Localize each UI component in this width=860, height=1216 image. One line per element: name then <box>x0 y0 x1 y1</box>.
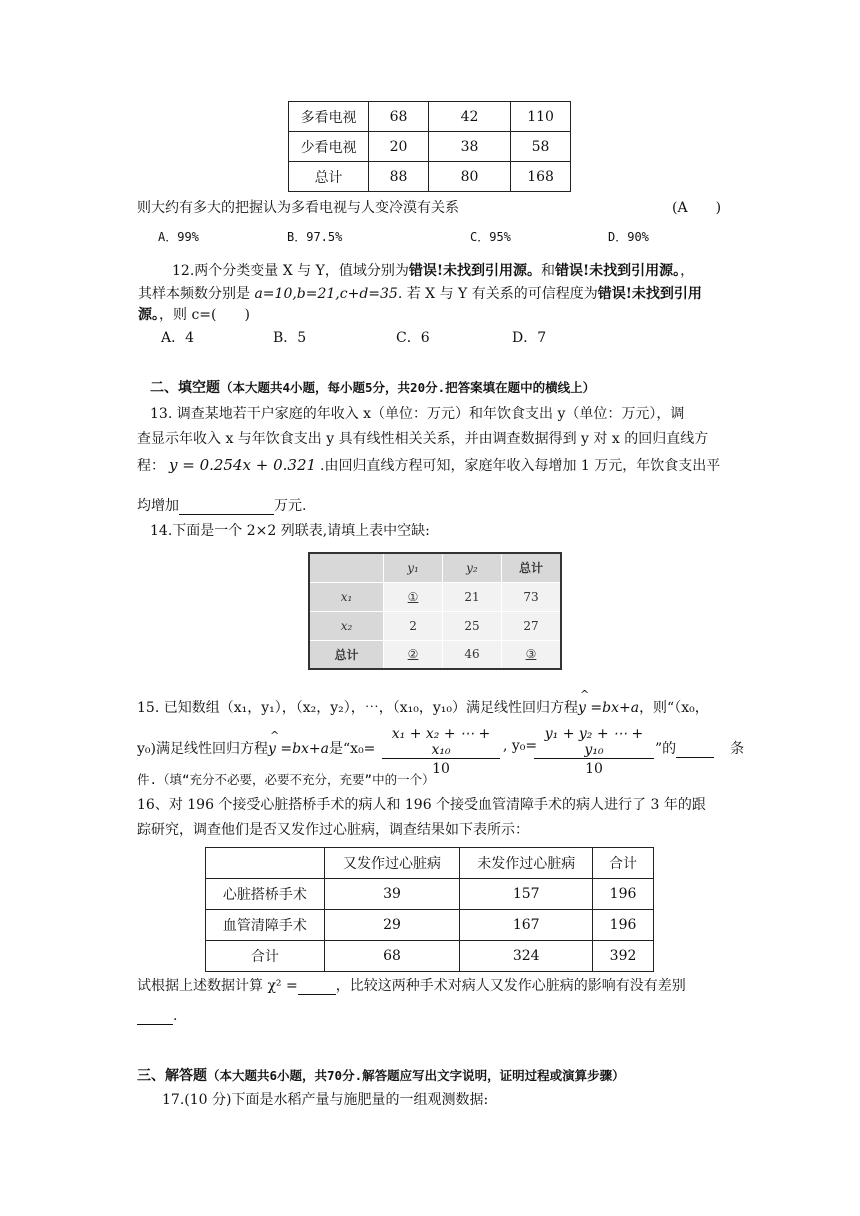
q12-error-ref: 错误!未找到引用 <box>597 286 702 302</box>
q12-error-ref: 错误!未找到引用源。 <box>554 263 681 279</box>
table-cell: 2 <box>384 611 443 640</box>
table-cell: 心脏搭桥手术 <box>206 879 325 910</box>
blank-marker: ① <box>384 582 443 611</box>
table-cell: 46 <box>442 640 501 669</box>
q12-option-d: D．7 <box>512 330 547 346</box>
regression-hat-equation <box>578 688 640 716</box>
q11-option-d: D．90% <box>608 230 649 244</box>
q12-error-ref: 源。 <box>138 307 159 323</box>
table-cell: 合计 <box>593 848 654 879</box>
contingency-table-image <box>308 552 562 670</box>
q13-line4-text: 均增加 <box>137 498 179 514</box>
answer-blank[interactable] <box>137 1008 173 1025</box>
tv-table <box>288 101 571 192</box>
table-cell: 157 <box>460 879 593 910</box>
section3-note: （本大题共6小题，共70分.解答题应写出文字说明，证明过程或演算步骤） <box>207 1068 625 1083</box>
q15-line3 <box>137 770 435 788</box>
table-cell: 多看电视 <box>289 102 369 132</box>
table-cell: 38 <box>428 132 510 162</box>
mean-y-fraction <box>534 726 654 777</box>
q15-line1 <box>137 688 709 717</box>
hat-mark: ^ <box>269 729 280 742</box>
table-cell: x₂ <box>309 611 384 640</box>
table-cell: 总计 <box>501 553 561 582</box>
table-cell: 21 <box>442 582 501 611</box>
table-cell: 88 <box>369 162 429 192</box>
table-cell: 血管清障手术 <box>206 910 325 941</box>
q12-option-c: C．6 <box>396 330 430 346</box>
q15-line2-end <box>655 738 744 758</box>
q15-line2-text: 是“x₀= <box>329 741 376 757</box>
q16-line4 <box>137 1008 177 1025</box>
q12-option-a: A．4 <box>161 330 195 346</box>
table-cell: 29 <box>324 910 460 941</box>
q12-line3-text: ，则 c=( ) <box>159 307 250 323</box>
hat-equation-text: y =bx+a <box>578 700 640 716</box>
table-cell: 总计 <box>309 640 384 669</box>
table-cell: 68 <box>369 102 429 132</box>
fraction-numerator: x₁ + x₂ + ⋯ + x₁₀ <box>382 726 500 759</box>
q12-frequencies: a=10,b=21,c+d=35. <box>254 286 403 302</box>
q12-line1-text: 12.两个分类变量 X 与 Y，值域分别为 <box>172 263 409 279</box>
q16-line2: 踪研究，调查他们是否又发作过心脏病，调查结果如下表所示： <box>137 822 529 838</box>
regression-equation: y = 0.254x + 0.321 <box>169 456 317 474</box>
q16-line3-text: ，比较这两种手术对病人又发作心脏病的影响有没有差别 <box>335 978 686 994</box>
table-cell: 392 <box>593 941 654 972</box>
q12-and: 和 <box>540 263 555 279</box>
section2-title: 二、填空题 <box>150 380 220 396</box>
q13-line2: 查显示年收入 x 与年饮食支出 y 具有线性相关关系，并由调查数据得到 y 对 x 的回归直线方 <box>137 431 709 447</box>
q12-error-ref: 错误!未找到引用源。 <box>408 263 541 279</box>
q14-text: 14.下面是一个 2×2 列联表,请填上表中空缺: <box>150 523 430 539</box>
hat-mark: ^ <box>580 688 590 701</box>
table-cell: 110 <box>511 102 571 132</box>
fraction-denominator: 10 <box>585 761 603 777</box>
table-cell <box>309 553 384 582</box>
section2-heading <box>150 377 595 397</box>
surgery-table <box>205 847 654 972</box>
q13-line3-text: 程： <box>137 458 165 474</box>
q12-line2-text: 若 X 与 Y 有关系的可信程度为 <box>402 286 598 302</box>
table-cell: 25 <box>442 611 501 640</box>
answer-blank[interactable] <box>676 741 714 758</box>
q15-y0-label: , y₀= <box>503 738 538 754</box>
table-cell: y₂ <box>442 553 501 582</box>
q15-line2-start <box>137 729 376 758</box>
q13-line4 <box>137 495 306 515</box>
blank-marker: ② <box>384 640 443 669</box>
section2-note: （本大题共4小题，每小题5分，共20分.把答案填在题中的横线上） <box>220 380 596 395</box>
q12-line1 <box>172 260 694 280</box>
q15-line2-text: ”的 <box>655 741 677 757</box>
q12-line3 <box>138 304 250 324</box>
q15-line2-text: y₀)满足线性回归方程 <box>137 741 268 757</box>
q11-option-b: B．97.5% <box>287 230 343 244</box>
q11-option-a: A．99% <box>158 230 199 244</box>
q11-option-c: C．95% <box>470 230 511 244</box>
q16-line4-end: . <box>173 1008 178 1024</box>
q12-line1-end: ， <box>680 263 695 279</box>
q13-line1: 13. 调查某地若干户家庭的年收入 x（单位：万元）和年饮食支出 y（单位：万元），调 <box>150 406 685 422</box>
q13-line3-text: .由回归直线方程可知，家庭年收入每增加 1 万元，年饮食支出平 <box>320 458 721 474</box>
table-cell: 未发作过心脏病 <box>460 848 593 879</box>
q11-text: 则大约有多大的把握认为多看电视与人变冷漠有关系 <box>137 200 459 216</box>
q15-line3-text: 件.（填“充分不必要，必要不充分，充要”中的一个） <box>137 772 435 787</box>
table-cell: 73 <box>501 582 561 611</box>
q16-line1: 16、对 196 个接受心脏搭桥手术的病人和 196 个接受血管清障手术的病人进行了 3 年的跟 <box>137 797 706 813</box>
table-cell: y₁ <box>384 553 443 582</box>
q16-chi-square-text: 试根据上述数据计算 χ² = <box>137 978 298 994</box>
q17-text: 17.(10 分)下面是水稻产量与施肥量的一组观测数据: <box>162 1092 489 1108</box>
q16-line3 <box>137 975 686 995</box>
hat-equation-text: y =bx+a <box>267 741 330 757</box>
table-cell: 58 <box>511 132 571 162</box>
q12-option-b: B．5 <box>273 330 307 346</box>
q15-line1-text: ，则“（x₀， <box>639 700 709 716</box>
regression-hat-equation <box>267 729 330 757</box>
table-cell: 80 <box>428 162 510 192</box>
table-cell: 27 <box>501 611 561 640</box>
table-cell: 20 <box>369 132 429 162</box>
q11-answer: (A ) <box>672 200 722 216</box>
q15-line2-text: 条 <box>730 741 745 757</box>
fraction-numerator: y₁ + y₂ + ⋯ + y₁₀ <box>534 726 654 759</box>
table-cell: 196 <box>593 879 654 910</box>
section3-title: 三、解答题 <box>137 1068 207 1084</box>
q13-line3 <box>137 455 720 475</box>
table-cell: 总计 <box>289 162 369 192</box>
table-cell: 167 <box>460 910 593 941</box>
table-cell: 168 <box>511 162 571 192</box>
table-cell <box>206 848 325 879</box>
q12-line2-text: 其样本频数分别是 <box>138 286 255 302</box>
table-cell: x₁ <box>309 582 384 611</box>
table-cell: 324 <box>460 941 593 972</box>
table-cell: 少看电视 <box>289 132 369 162</box>
q12-line2 <box>138 283 702 303</box>
blank-marker: ③ <box>501 640 561 669</box>
table-cell: 39 <box>324 879 460 910</box>
table-cell: 196 <box>593 910 654 941</box>
table-cell: 又发作过心脏病 <box>324 848 460 879</box>
table-cell: 68 <box>324 941 460 972</box>
q13-line4-text: 万元. <box>274 498 307 514</box>
section3-heading <box>137 1065 625 1085</box>
q15-line1-text: 15. 已知数组（x₁，y₁），（x₂，y₂），⋯，（x₁₀，y₁₀）满足线性回归方程 <box>137 700 579 716</box>
fraction-denominator: 10 <box>432 761 450 777</box>
table-cell: 合计 <box>206 941 325 972</box>
table-cell: 42 <box>428 102 510 132</box>
answer-blank[interactable] <box>179 498 274 515</box>
answer-blank[interactable] <box>298 978 336 995</box>
